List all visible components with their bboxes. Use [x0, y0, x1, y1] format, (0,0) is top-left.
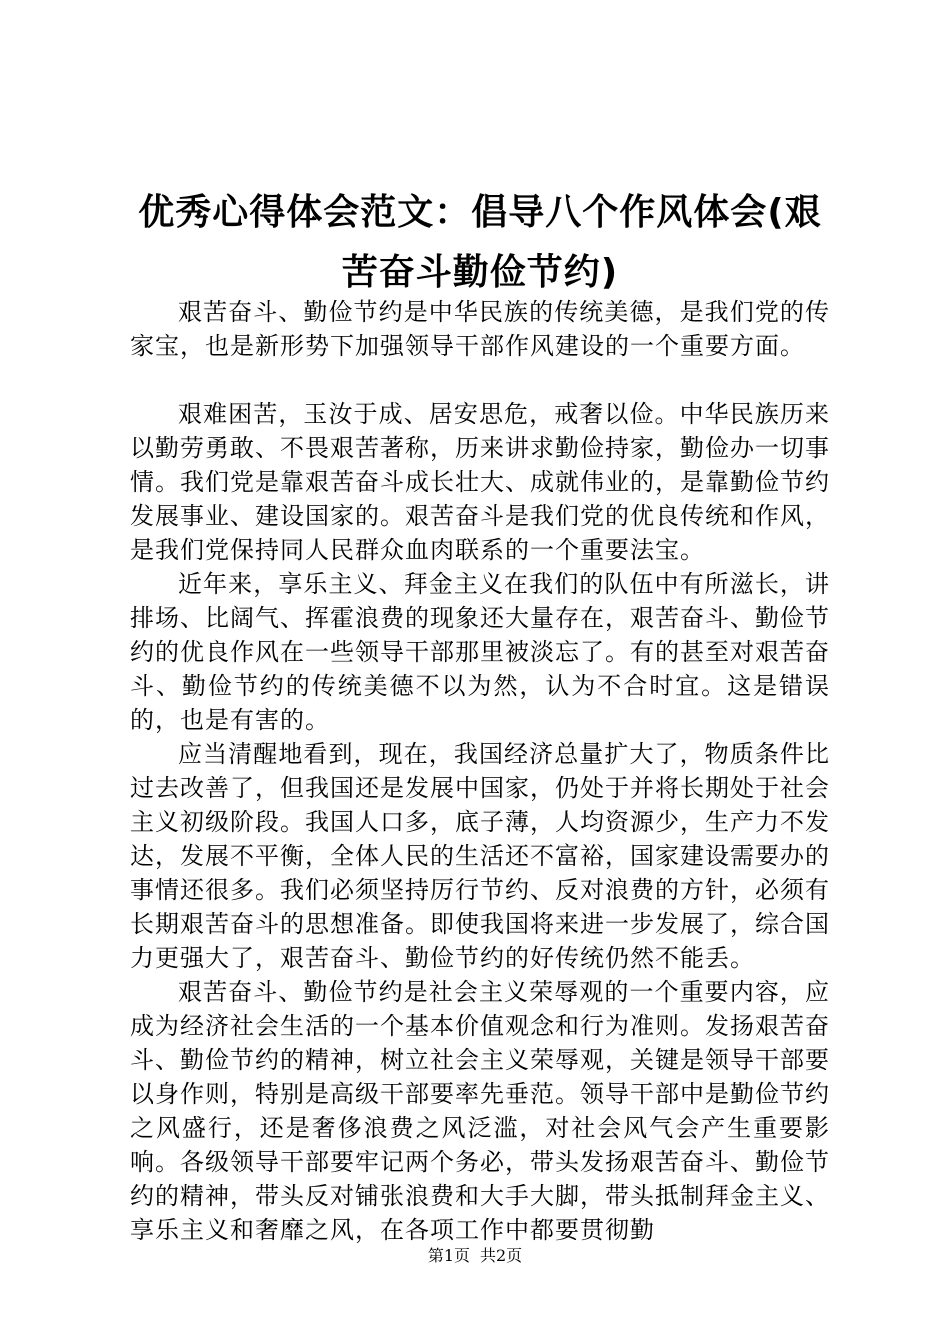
document-body — [130, 295, 830, 1247]
page-total: 共2页 — [480, 1246, 523, 1265]
page-footer — [0, 1245, 950, 1267]
body-paragraph: 艰难困苦，玉汝于成、居安思危，戒奢以俭。中华民族历来以勤劳勇敢、不畏艰苦著称，历来讲求勤俭持家，勤俭办一切事情。我们党是靠艰苦奋斗成长壮大、成就伟业的，是靠勤俭节约发展事业、建设国家的。艰苦奋斗是我们党的优良传统和作风，是我们党保持同人民群众血肉联系的一个重要法宝。 — [130, 400, 830, 564]
body-paragraph: 近年来，享乐主义、拜金主义在我们的队伍中有所滋长，讲排场、比阔气、挥霍浪费的现象还大量存在，艰苦奋斗、勤俭节约的优良作风在一些领导干部那里被淡忘了。有的甚至对艰苦奋斗、勤俭节约的传统美德不以为然，认为不合时宜。这是错误的，也是有害的。 — [130, 570, 830, 734]
body-paragraph: 艰苦奋斗、勤俭节约是社会主义荣辱观的一个重要内容，应成为经济社会生活的一个基本价值观念和行为准则。发扬艰苦奋斗、勤俭节约的精神，树立社会主义荣辱观，关键是领导干部要以身作则，特别是高级干部要率先垂范。领导干部中是勤俭节约之风盛行，还是奢侈浪费之风泛滥，对社会风气会产生重要影响。各级领导干部要牢记两个务必，带头发扬艰苦奋斗、勤俭节约的精神，带头反对铺张浪费和大手大脚，带头抵制拜金主义、享乐主义和奢靡之风，在各项工作中都要贯彻勤 — [130, 978, 830, 1244]
page-number: 第1页 — [427, 1246, 470, 1265]
body-paragraph: 应当清醒地看到，现在，我国经济总量扩大了，物质条件比过去改善了，但我国还是发展中国家，仍处于并将长期处于社会主义初级阶段。我国人口多，底子薄，人均资源少，生产力不发达，发展不平衡，全体人民的生活还不富裕，国家建设需要办的事情还很多。我们必须坚持厉行节约、反对浪费的方针，必须有长期艰苦奋斗的思想准备。即使我国将来进一步发展了，综合国力更强大了，艰苦奋斗、勤俭节约的好传统仍然不能丢。 — [130, 740, 830, 972]
body-paragraph: 艰苦奋斗、勤俭节约是中华民族的传统美德，是我们党的传家宝，也是新形势下加强领导干部作风建设的一个重要方面。 — [130, 298, 830, 360]
document-title: 优秀心得体会范文：倡导八个作风体会(艰苦奋斗勤俭节约) — [138, 192, 822, 293]
